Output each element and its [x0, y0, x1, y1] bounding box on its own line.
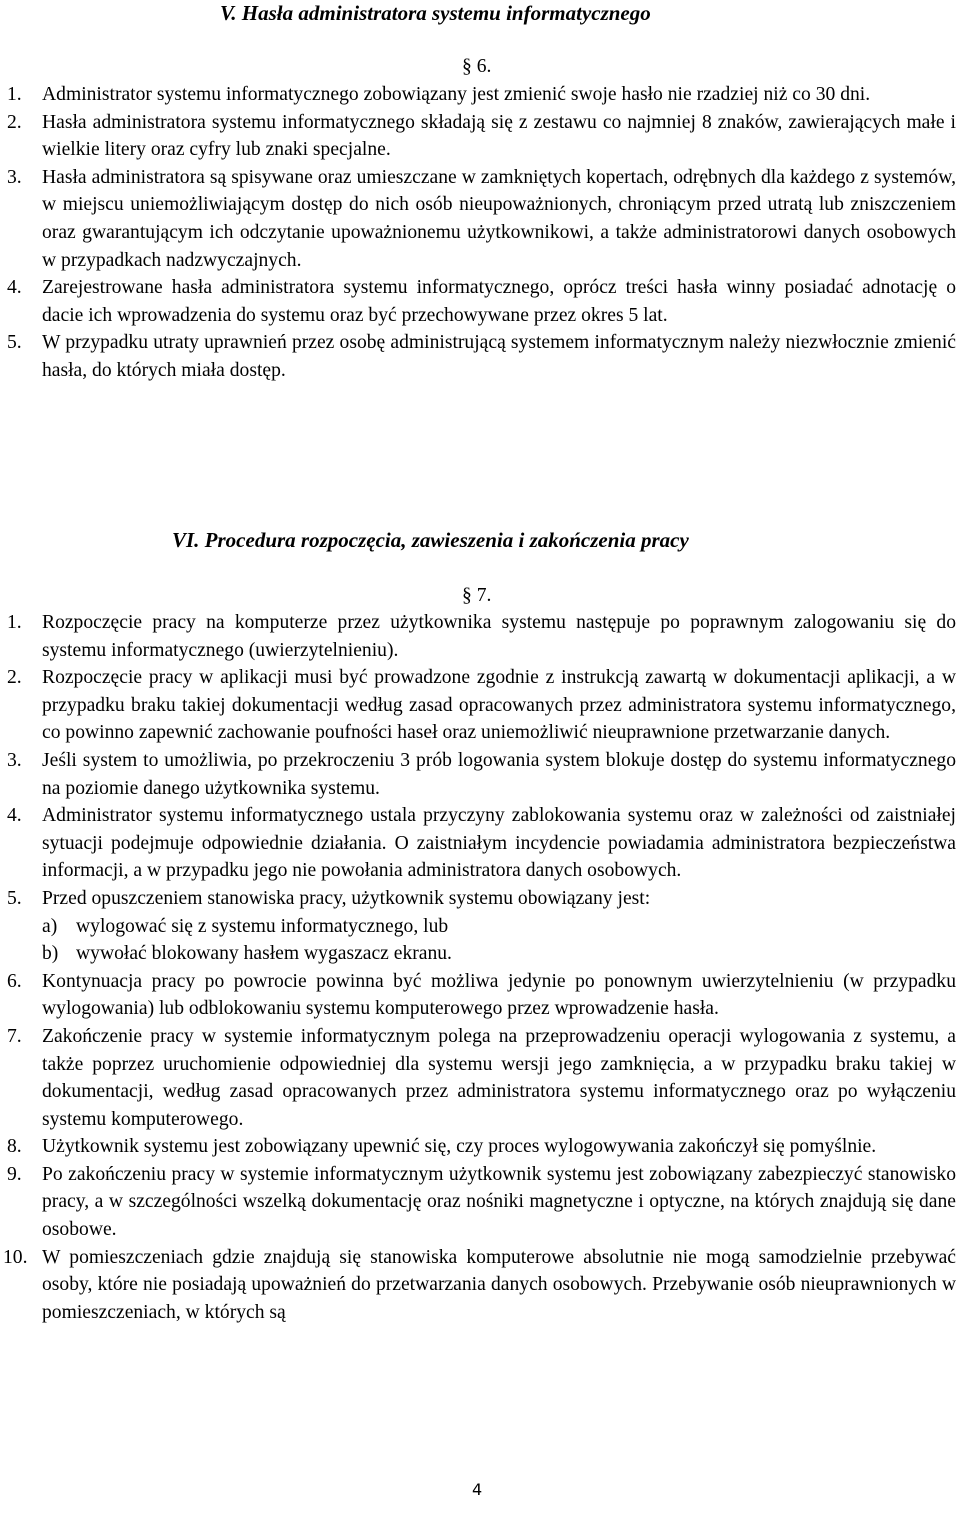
sub-item-text: wylogować się z systemu informatycznego, lub	[76, 915, 449, 937]
item-text: W pomieszczeniach gdzie znajdują się stanowiska komputerowe absolutnie nie mogą samodzielnie przebywać osoby, które nie posiadają upoważnień do przetwarzania danych osobowych. Przebywanie osób nieuprawnionych w pomieszczeniach, w których są	[42, 1246, 956, 1323]
paragraph-mark-7: § 7.	[462, 585, 492, 606]
item-number: 8.	[7, 1136, 22, 1158]
item-number: 1.	[7, 612, 22, 633]
list-item	[0, 274, 956, 329]
section-v-list	[0, 81, 960, 385]
list-item	[0, 109, 956, 164]
list-item	[0, 81, 956, 109]
item-number: 2.	[7, 111, 22, 133]
item-text: Jeśli system to umożliwia, po przekroczeniu 3 prób logowania system blokuje dostęp do systemu informatycznego na poziomie danego użytkownika systemu.	[42, 749, 956, 799]
section-v-heading: V. Hasła administratora systemu informatycznego	[220, 1, 651, 25]
item-text: Zakończenie pracy w systemie informatycznym polega na przeprowadzeniu operacji wylogowania z systemu, a także poprzez uruchomienie odpowiedniej dla systemu wersji jego zamknięcia, a w przypadku braku takiej w dokumentacji, według zasad opracowanych przez administratora systemu informatycznego oraz po wyłączeniu systemu komputerowego.	[42, 1025, 956, 1130]
item-text: Administrator systemu informatycznego ustala przyczyny zablokowania systemu oraz w zależności od zaistniałej sytuacji podejmuje odpowiednie działania. O zaistniałym incydencie powiadamia administratora bezpieczeństwa informacji, a w przypadku jego nie powołania administratora danych osobowych.	[42, 805, 956, 882]
item-text: Po zakończeniu pracy w systemie informatycznym użytkownik systemu jest zobowiązany zabezpieczyć stanowisko pracy, a w szczególności wszelką dokumentację oraz nośniki magnetyczne i optyczne, na których znajdują się dane osobowe.	[42, 1163, 956, 1241]
item-text: Rozpoczęcie pracy na komputerze przez użytkownika systemu następuje po poprawnym zalogowaniu się do systemu informatycznego (uwierzytelnieniu).	[42, 612, 956, 661]
item-number: 3.	[7, 749, 22, 771]
item-number: 5.	[7, 332, 22, 354]
list-item	[0, 802, 956, 885]
section-vi-list	[0, 609, 960, 1326]
item-text: Administrator systemu informatycznego zobowiązany jest zmienić swoje hasło nie rzadziej niż co 30 dni.	[42, 84, 871, 105]
list-item	[0, 885, 956, 968]
item-number: 10.	[3, 1246, 28, 1268]
item-number: 3.	[7, 166, 22, 188]
list-item	[0, 164, 956, 274]
list-item	[0, 1023, 956, 1133]
list-item	[0, 968, 956, 1023]
item-number: 2.	[7, 667, 22, 689]
paragraph-mark-6: § 6.	[462, 56, 492, 77]
item-number: 1.	[7, 84, 22, 105]
item-text: Przed opuszczeniem stanowiska pracy, użytkownik systemu obowiązany jest:	[42, 887, 651, 909]
item-number: 4.	[7, 277, 22, 299]
item-number: 9.	[7, 1163, 22, 1185]
sub-item-letter: b)	[42, 943, 59, 965]
item-text: Zarejestrowane hasła administratora systemu informatycznego, oprócz treści hasła winny posiadać adnotację o dacie ich wprowadzenia do systemu oraz być przechowywane przez okres 5 lat.	[42, 277, 956, 326]
list-item	[0, 329, 956, 384]
page-number: 4	[472, 1480, 483, 1499]
list-item	[0, 664, 956, 747]
item-text: W przypadku utraty uprawnień przez osobę administrującą systemem informatycznym należy niezwłocznie zmienić hasła, do których miała dostęp.	[42, 332, 956, 381]
item-number: 7.	[7, 1025, 22, 1047]
sub-item-letter: a)	[42, 915, 58, 937]
item-text: Użytkownik systemu jest zobowiązany upewnić się, czy proces wylogowywania zakończył się pomyślnie.	[42, 1136, 877, 1158]
list-item	[0, 1133, 956, 1161]
item-number: 5.	[7, 887, 22, 909]
list-item	[0, 609, 956, 664]
item-text: Kontynuacja pracy po powrocie powinna być możliwa jedynie po ponownym uwierzytelnieniu (w przypadku wylogowania) lub odblokowaniu systemu komputerowego przez wprowadzenie hasła.	[42, 970, 956, 1020]
sub-item-text: wywołać blokowany hasłem wygaszacz ekranu.	[76, 943, 452, 965]
list-item	[0, 1244, 956, 1327]
list-item	[0, 747, 956, 802]
item-number: 6.	[7, 970, 22, 992]
list-item	[0, 1161, 956, 1244]
sub-list-item	[42, 913, 956, 941]
item-text: Rozpoczęcie pracy w aplikacji musi być prowadzone zgodnie z instrukcją zawartą w dokumentacji aplikacji, a w przypadku braku takiej dokumentacji według zasad opracowanych przez administratora systemu informatycznego, co powinno zapewnić zachowanie poufności haseł oraz uniemożliwić nieuprawnione przetwarzanie danych.	[42, 667, 956, 744]
sub-list-item	[42, 940, 956, 968]
section-vi-heading: VI. Procedura rozpoczęcia, zawieszenia i zakończenia pracy	[172, 528, 689, 552]
item-text: Hasła administratora systemu informatycznego składają się z zestawu co najmniej 8 znaków, zawierających małe i wielkie litery oraz cyfry lub znaki specjalne.	[42, 111, 956, 161]
item-text: Hasła administratora są spisywane oraz umieszczane w zamkniętych kopertach, odrębnych dla każdego z systemów, w miejscu uniemożliwiającym dostęp do nich osób nieupoważnionych, chroniącym przed utratą lub zniszczeniem oraz gwarantującym ich odczytanie upoważnionemu użytkownikowi, a także administratorowi danych osobowych w przypadkach nadzwyczajnych.	[42, 166, 956, 271]
item-number: 4.	[7, 805, 22, 827]
